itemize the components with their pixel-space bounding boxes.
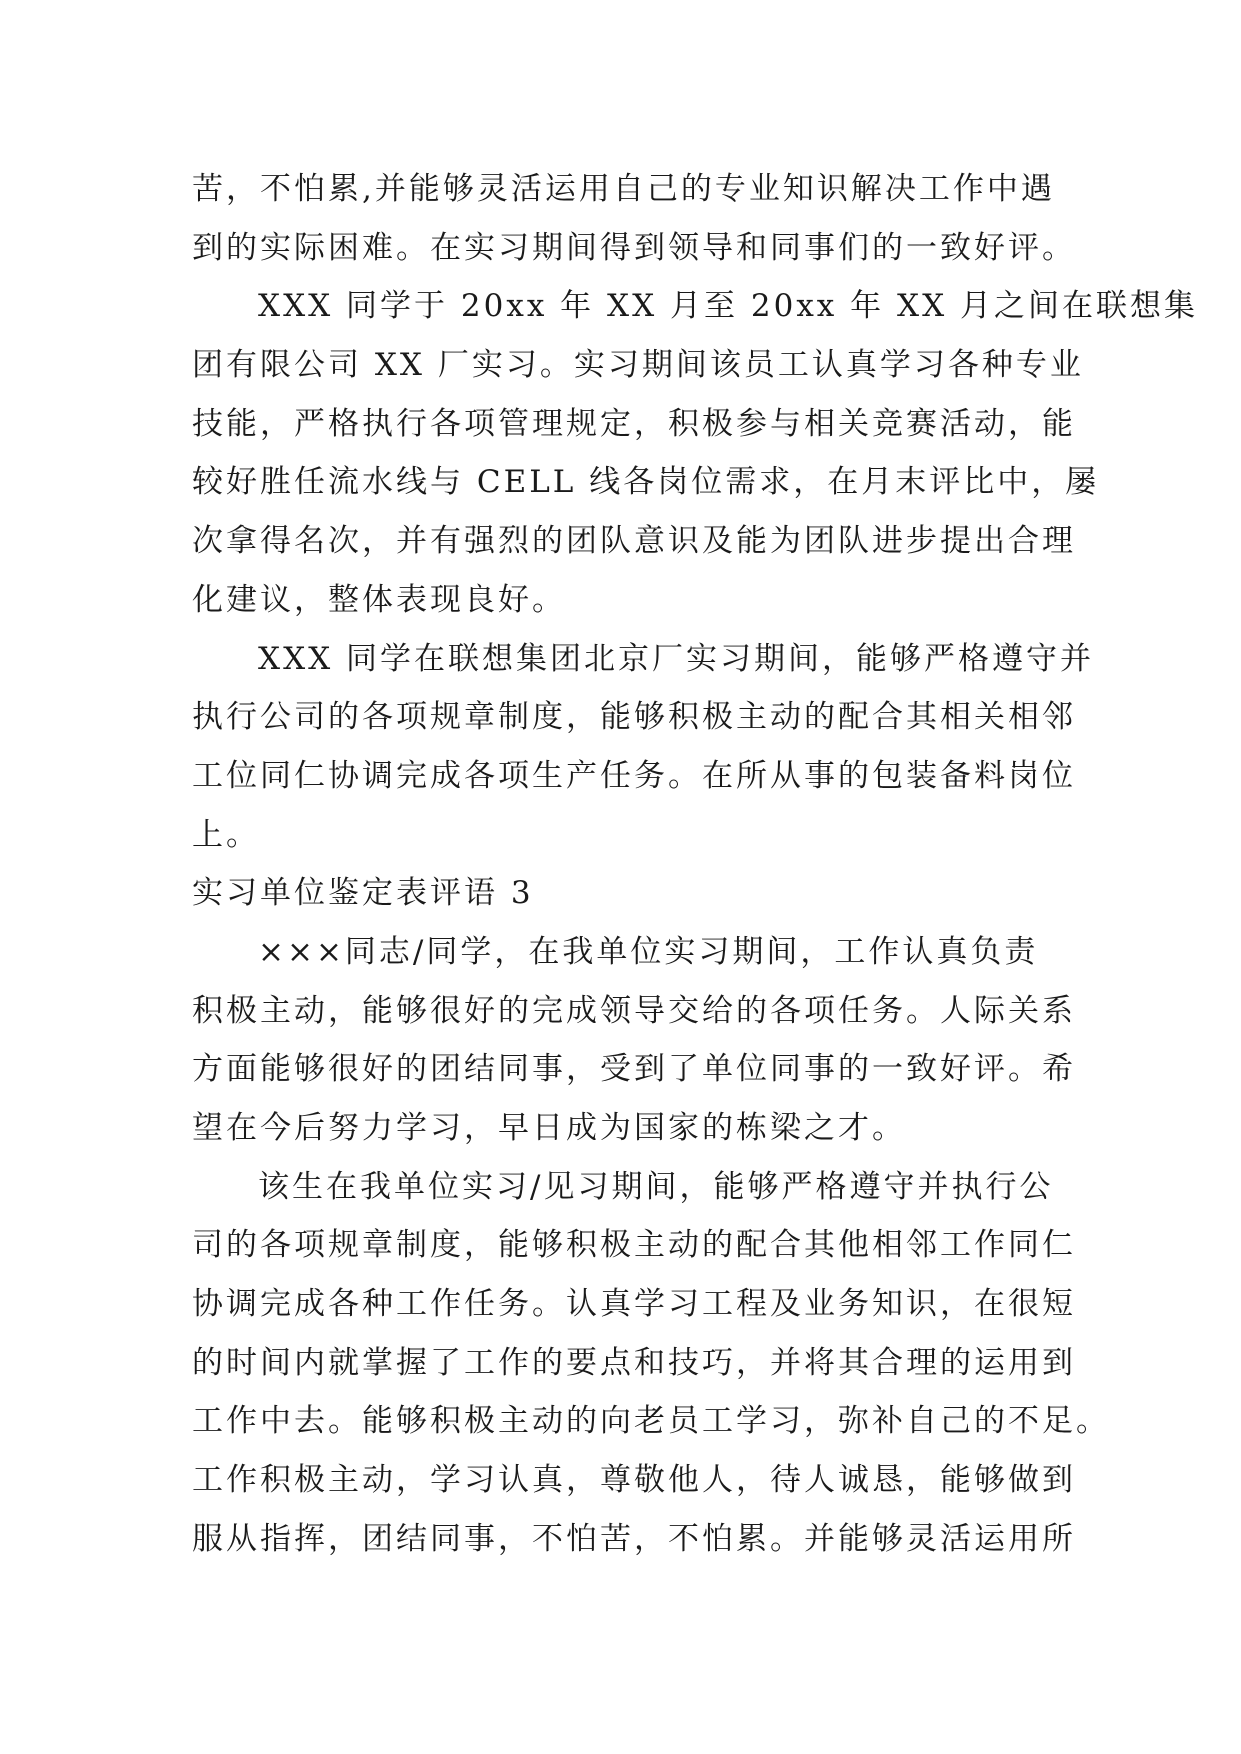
text-line: 较好胜任流水线与 CELL 线各岗位需求，在月末评比中，屡 bbox=[192, 464, 1100, 501]
text-line: 上。 bbox=[192, 816, 260, 853]
text-line: 工作中去。能够积极主动的向老员工学习，弥补自己的不足。 bbox=[192, 1403, 1110, 1440]
section-heading: 实习单位鉴定表评语 3 bbox=[192, 875, 534, 912]
document-body bbox=[192, 160, 1198, 1569]
text-line: 协调完成各种工作任务。认真学习工程及业务知识，在很短 bbox=[192, 1286, 1076, 1323]
text-line: 化建议，整体表现良好。 bbox=[192, 581, 566, 618]
text-line: 的时间内就掌握了工作的要点和技巧，并将其合理的运用到 bbox=[192, 1344, 1076, 1381]
text-line: 技能，严格执行各项管理规定，积极参与相关竞赛活动，能 bbox=[192, 405, 1076, 442]
text-line: 苦，不怕累,并能够灵活运用自己的专业知识解决工作中遇 bbox=[192, 171, 1055, 207]
text-line: 到的实际困难。在实习期间得到领导和同事们的一致好评。 bbox=[192, 229, 1076, 266]
paragraph-first-line: ×××同志/同学，在我单位实习期间，工作认真负责 bbox=[258, 933, 1039, 970]
text-line: 工位同仁协调完成各项生产任务。在所从事的包装备料岗位 bbox=[192, 757, 1076, 794]
text-line: 方面能够很好的团结同事，受到了单位同事的一致好评。希 bbox=[192, 1051, 1076, 1088]
paragraph-first-line: XXX 同学于 20xx 年 XX 月至 20xx 年 XX 月之间在联想集 bbox=[258, 288, 1198, 325]
text-line: 次拿得名次，并有强烈的团队意识及能为团队进步提出合理 bbox=[192, 523, 1076, 560]
text-line: 团有限公司 XX 厂实习。实习期间该员工认真学习各种专业 bbox=[192, 347, 1084, 384]
paragraph-first-line: XXX 同学在联想集团北京厂实习期间，能够严格遵守并 bbox=[258, 640, 1095, 677]
text-line: 执行公司的各项规章制度，能够积极主动的配合其相关相邻 bbox=[192, 699, 1076, 736]
text-line: 工作积极主动，学习认真，尊敬他人，待人诚恳，能够做到 bbox=[192, 1462, 1076, 1499]
text-line: 积极主动，能够很好的完成领导交给的各项任务。人际关系 bbox=[192, 992, 1076, 1029]
text-line: 司的各项规章制度，能够积极主动的配合其他相邻工作同仁 bbox=[192, 1227, 1076, 1264]
text-line: 望在今后努力学习，早日成为国家的栋梁之才。 bbox=[192, 1110, 906, 1146]
paragraph-first-line: 该生在我单位实习/见习期间，能够严格遵守并执行公 bbox=[258, 1168, 1054, 1205]
text-line: 服从指挥，团结同事，不怕苦，不怕累。并能够灵活运用所 bbox=[192, 1520, 1076, 1557]
